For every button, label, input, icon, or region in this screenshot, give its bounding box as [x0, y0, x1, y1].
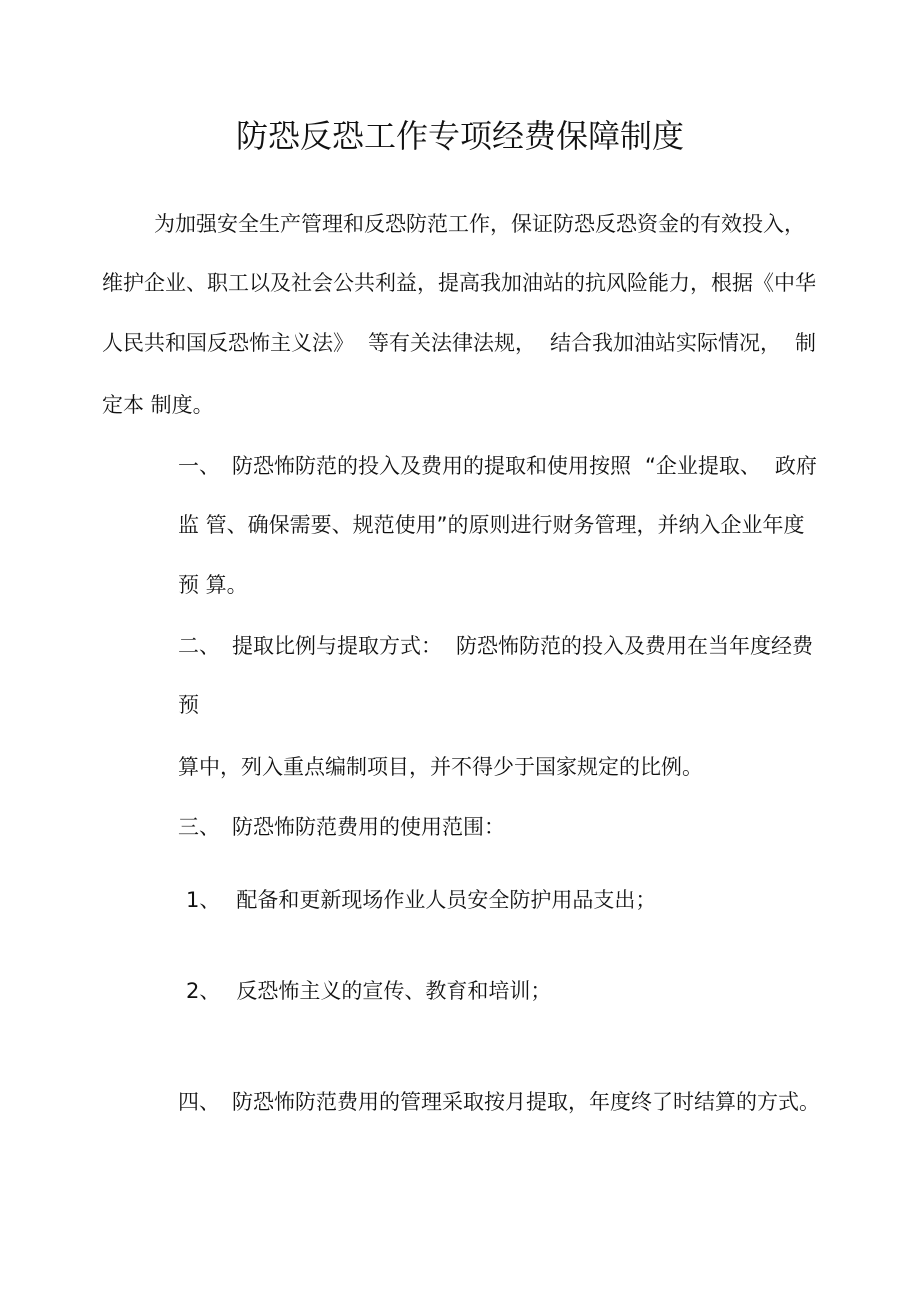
section-2-number: 二、	[178, 634, 220, 658]
section-2-line-1-part-a: 提取比例与提取方式：	[232, 634, 442, 658]
section-3-item-1-number: 1、	[186, 888, 221, 912]
section-4-text: 防恐怖防范费用的管理采取按月提取，年度终了时结算的方式。	[232, 1090, 820, 1114]
section-1-number: 一、	[178, 454, 220, 478]
section-2-line-1	[178, 631, 813, 661]
section-4-line	[178, 1087, 820, 1117]
section-2-line-2: 预	[178, 693, 199, 717]
intro-line-3-part-d: 制	[795, 331, 816, 355]
section-1-line-1-part-a: 防恐怖防范的投入及费用的提取和使用按照	[232, 454, 631, 478]
section-1-line-1-part-c: 政府	[774, 454, 817, 478]
intro-line-2: 维护企业、职工以及社会公共利益，提高我加油站的抗风险能力，根据《中华	[102, 271, 816, 295]
intro-line-3-part-b: 等有关法律法规，	[368, 331, 536, 355]
section-4-number: 四、	[178, 1090, 220, 1114]
section-2-line-1-part-b: 防恐怖防范的投入及费用在当年度经费	[456, 634, 813, 658]
section-3-item-1	[186, 885, 656, 915]
section-3-item-1-text: 配备和更新现场作业人员安全防护用品支出；	[236, 888, 657, 912]
intro-line-3-part-a: 人民共和国反恐怖主义法》	[102, 331, 354, 355]
section-3-item-2-number: 2、	[186, 979, 221, 1003]
section-3-heading	[178, 812, 505, 842]
intro-line-3-part-c: 结合我加油站实际情况，	[550, 331, 781, 355]
section-1-line-3: 预 算。	[178, 573, 248, 597]
section-1-line-1	[178, 451, 817, 481]
section-1-line-1-part-b: “企业提取、	[645, 454, 761, 478]
intro-line-1: 为加强安全生产管理和反恐防范工作，保证防恐反恐资金的有效投入，	[154, 212, 805, 236]
section-1-line-2: 监 管、确保需要、规范使用”的原则进行财务管理，并纳入企业年度	[178, 513, 805, 537]
section-3-item-2-text: 反恐怖主义的宣传、教育和培训；	[236, 979, 552, 1003]
intro-line-3	[102, 328, 816, 358]
document-title: 防恐反恐工作专项经费保障制度	[235, 117, 684, 155]
section-3-heading-text: 防恐怖防范费用的使用范围：	[232, 815, 505, 839]
section-2-line-3: 算中，列入重点编制项目，并不得少于国家规定的比例。	[178, 755, 703, 779]
section-3-number: 三、	[178, 815, 220, 839]
section-3-item-2	[186, 976, 551, 1006]
intro-line-4: 定本 制度。	[102, 393, 214, 417]
